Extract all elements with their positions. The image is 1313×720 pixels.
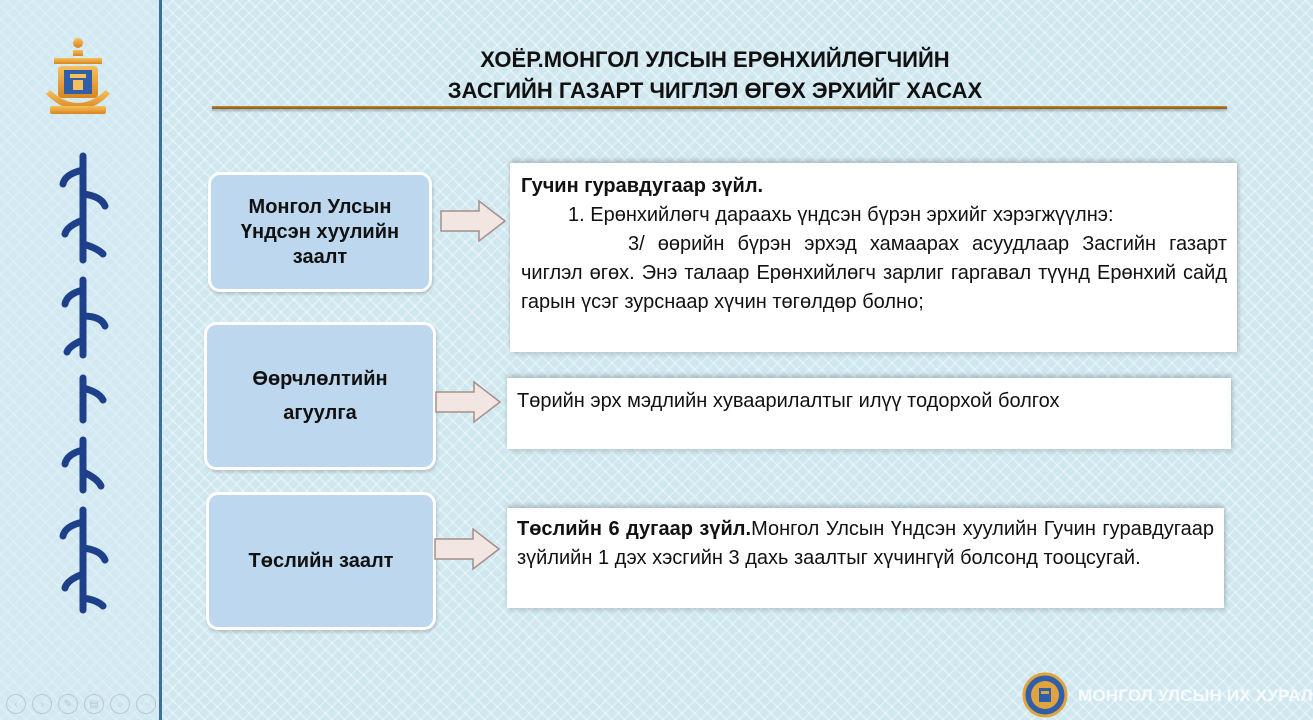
state-emblem-icon [40,34,116,118]
slides-icon[interactable]: ▤ [84,694,104,714]
arrow-right-icon [434,380,502,424]
label-text: Төслийн заалт [248,549,394,572]
article-paragraph-1: 1. Ерөнхийлөгч дараахь үндсэн бүрэн эрхийг хэрэгжүүлнэ: [568,204,1114,226]
title-line-1: ХОЁР.МОНГОЛ УЛСЫН ЕРӨНХИЙЛӨГЧИЙН [480,47,950,72]
slide-title [300,44,1130,106]
more-icon[interactable]: ⋯ [136,694,156,714]
arrow-right-icon [433,527,501,571]
mongolian-script-icon [48,150,118,620]
label-constitution-provision [208,172,432,292]
nav-prev-icon[interactable]: ‹ [6,694,26,714]
draft-text-box [507,508,1224,608]
title-line-2: ЗАСГИЙН ГАЗАРТ ЧИГЛЭЛ ӨГӨХ ЭРХИЙГ ХАСАХ [447,78,983,103]
draft-text: Монгол Улсын Үндсэн хуулийн Гучин гуравдугаар зүйлийн 1 дэх хэсгийн 3 дахь заалтыг хүчингүй болсонд тооцсугай. [517,518,1214,569]
vertical-divider [159,0,162,720]
parliament-seal-icon [1022,672,1068,718]
label-text: Өөрчлөлтийн агуулга [252,368,388,424]
slideshow-nav-icons[interactable] [6,694,156,714]
label-draft-provision [206,492,436,630]
change-content-text: Төрийн эрх мэдлийн хуваарилалтыг илүү тодорхой болгох [517,390,1060,412]
zoom-icon[interactable]: ⌕ [110,694,130,714]
label-text: Монгол Улсын Үндсэн хуулийн заалт [240,195,400,268]
constitution-text-box [510,163,1237,352]
pen-icon[interactable]: ✎ [58,694,78,714]
arrow-right-icon [439,199,507,243]
article-paragraph-2: 3/ өөрийн бүрэн эрхэд хамаарах асуудлаар Засгийн газарт чиглэл өгөх. Энэ талаар Ерөнхийлөгч зарлиг гаргавал түүнд Ерөнхий сайд гарын үсэг зурснаар хүчин төгөлдөр болно; [521,233,1227,313]
title-underline [212,106,1227,109]
label-change-content [204,322,436,470]
change-content-text-box [507,378,1231,449]
article-heading: Гучин гуравдугаар зүйл. [521,175,764,197]
nav-next-icon[interactable]: › [32,694,52,714]
footer-organization: МОНГОЛ УЛСЫН ИХ ХУРАЛ [1078,686,1313,705]
draft-heading: Төслийн 6 дугаар зүйл. [517,518,752,540]
